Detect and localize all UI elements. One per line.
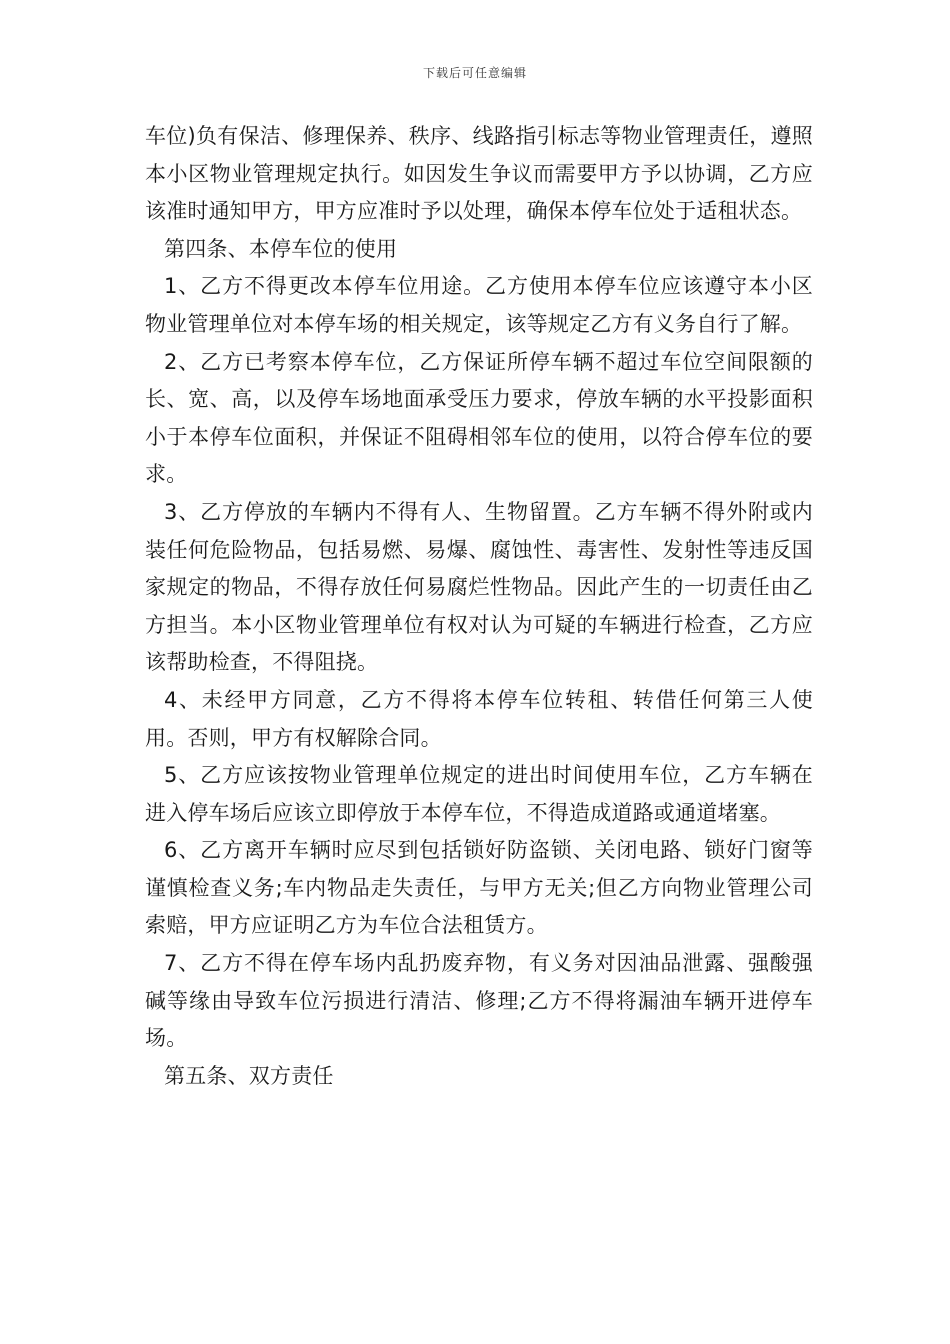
clause-3: 3、乙方停放的车辆内不得有人、生物留置。乙方车辆不得外附或内装任何危险物品，包括易燃、易爆、腐蚀性、毒害性、发射性等违反国家规定的物品，不得存放任何易腐烂性物品。因此产生的一切责任由乙方担当。本小区物业管理单位有权对认为可疑的车辆进行检查，乙方应该帮助检查，不得阻挠。 bbox=[145, 499, 813, 675]
paragraph-continuation: 车位)负有保洁、修理保养、秩序、线路指引标志等物业管理责任，遵照本小区物业管理规定执行。如因发生争议而需要甲方予以协调，乙方应该准时通知甲方，甲方应准时予以处理，确保本停车位处于适租状态。 bbox=[145, 124, 813, 224]
clause-5: 5、乙方应该按物业管理单位规定的进出时间使用车位，乙方车辆在进入停车场后应该立即停放于本停车位，不得造成道路或通道堵塞。 bbox=[145, 763, 813, 825]
clause-4: 4、未经甲方同意，乙方不得将本停车位转租、转借任何第三人使用。否则，甲方有权解除合同。 bbox=[145, 687, 813, 750]
clause-7: 7、乙方不得在停车场内乱扔废弃物，有义务对因油品泄露、强酸强碱等缘由导致车位污损进行清洁、修理;乙方不得将漏油车辆开进停车场。 bbox=[145, 951, 813, 1051]
page-header: 下载后可任意编辑 bbox=[422, 66, 527, 80]
document-body bbox=[145, 118, 813, 1095]
clause-2: 2、乙方已考察本停车位，乙方保证所停车辆不超过车位空间限额的长、宽、高，以及停车场地面承受压力要求，停放车辆的水平投影面积小于本停车位面积，并保证不阻碍相邻车位的使用，以符合停车位的要求。 bbox=[145, 349, 813, 487]
section-heading-article-4: 第四条、本停车位的使用 bbox=[164, 236, 398, 261]
clause-6: 6、乙方离开车辆时应尽到包括锁好防盗锁、关闭电路、锁好门窗等谨慎检查义务;车内物品走失责任，与甲方无关;但乙方向物业管理公司索赔，甲方应证明乙方为车位合法租赁方。 bbox=[145, 838, 813, 938]
clause-1: 1、乙方不得更改本停车位用途。乙方使用本停车位应该遵守本小区物业管理单位对本停车场的相关规定，该等规定乙方有义务自行了解。 bbox=[145, 274, 813, 336]
section-heading-article-5: 第五条、双方责任 bbox=[164, 1063, 334, 1088]
